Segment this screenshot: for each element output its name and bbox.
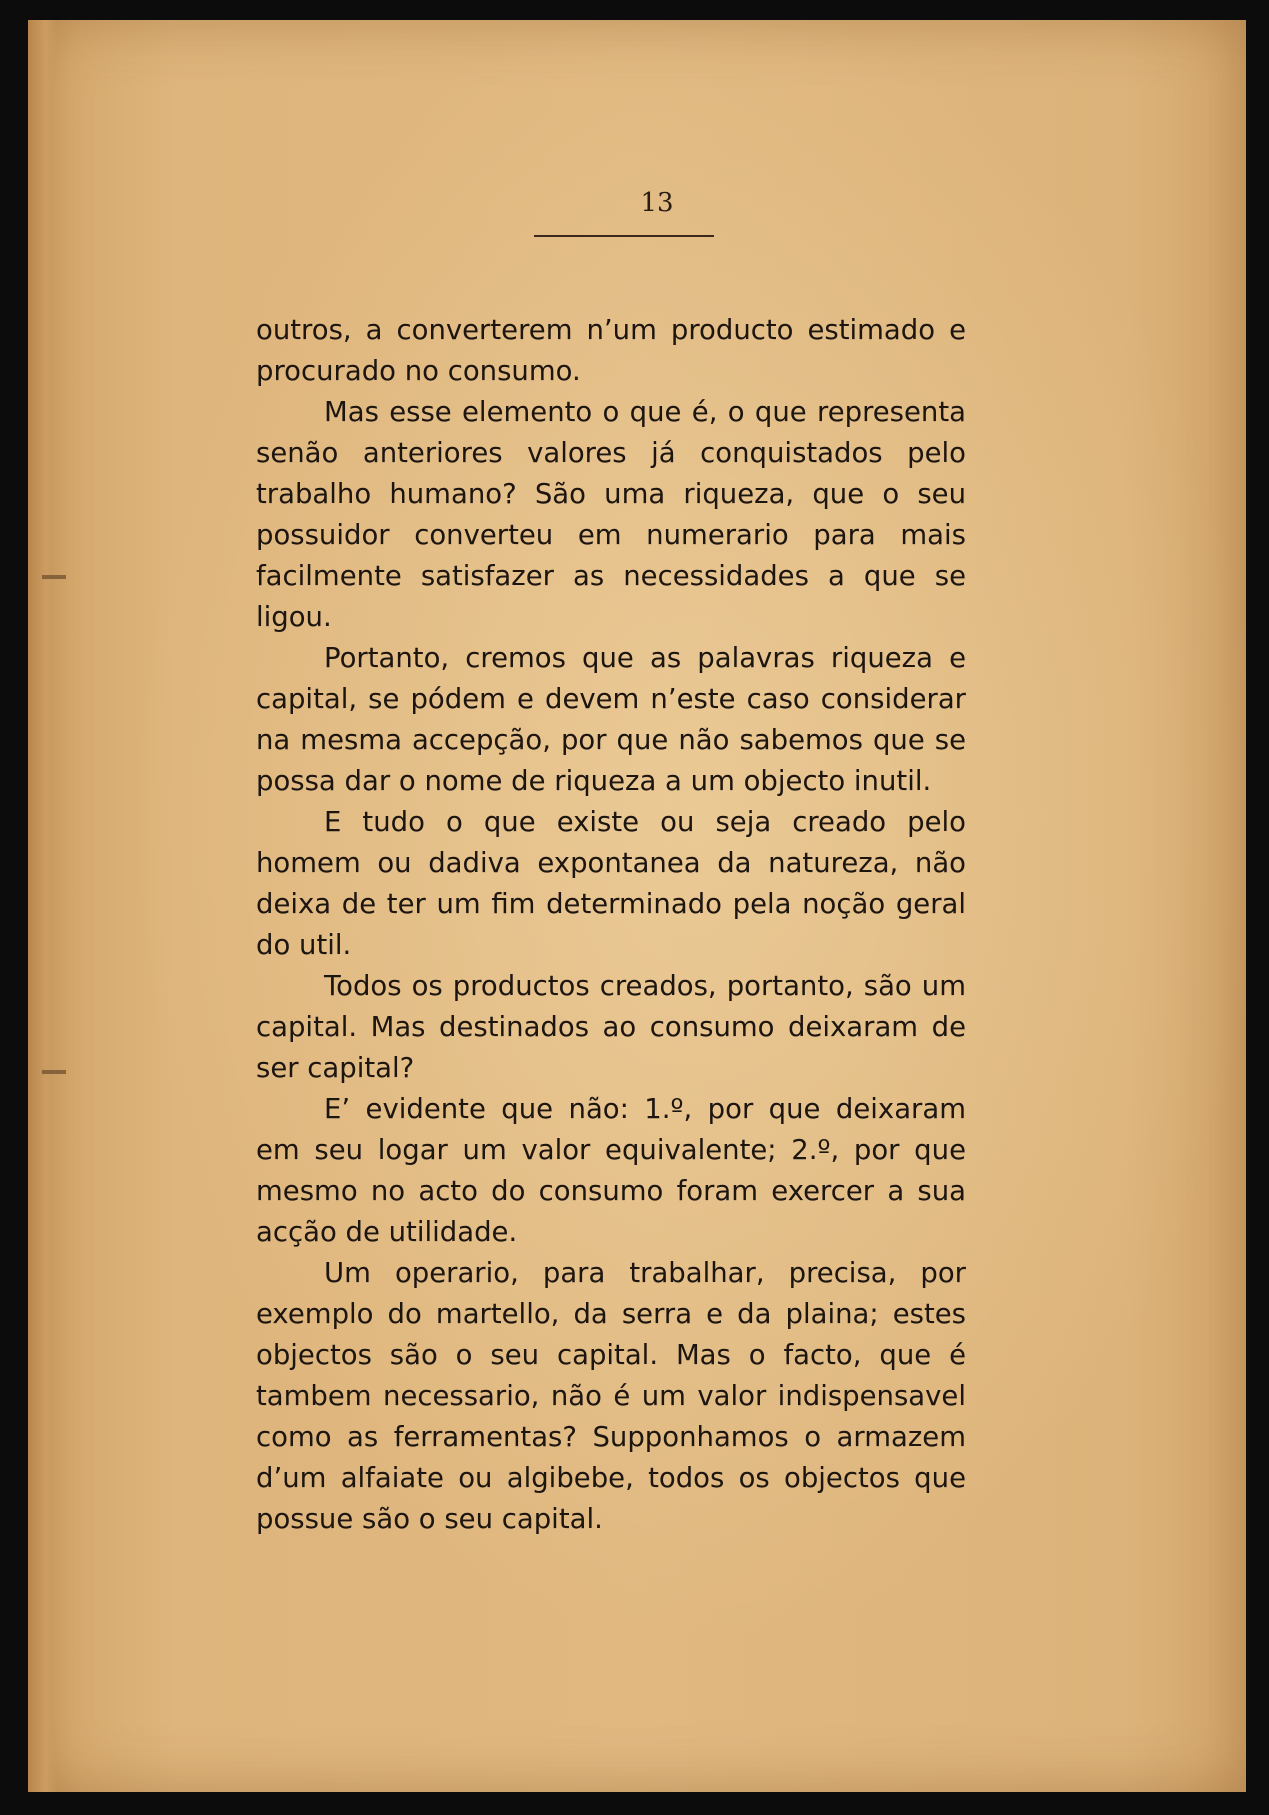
header-rule bbox=[534, 235, 714, 237]
paragraph: Um operario, para trabalhar, precisa, por exemplo do martello, da serra e da plaina; estes objectos são o seu capital. Mas o facto, que é tambem necessario, não é um valor indispensavel como as ferramentas? Supponhamos o armazem d’um alfaiate ou algibebe, todos os objectos que possue são o seu capital. bbox=[256, 1257, 966, 1535]
paragraph: outros, a converterem n’um producto estimado e procurado no consumo. bbox=[256, 314, 966, 387]
paragraph: E’ evidente que não: 1.º, por que deixaram em seu logar um valor equivalente; 2.º, por que mesmo no acto do consumo foram exercer a sua acção de utilidade. bbox=[256, 1093, 966, 1248]
book-page bbox=[28, 20, 1246, 1792]
page-number: 13 bbox=[640, 188, 674, 218]
paragraph: Mas esse elemento o que é, o que representa senão anteriores valores já conquistados pelo trabalho humano? São uma riqueza, que o seu possuidor converteu em numerario para mais facilmente satisfazer as necessidades a que se ligou. bbox=[256, 396, 966, 633]
paragraph: Todos os productos creados, portanto, são um capital. Mas destinados ao consumo deixaram de ser capital? bbox=[256, 970, 966, 1084]
page-gutter bbox=[28, 20, 58, 1792]
paragraph: E tudo o que existe ou seja creado pelo homem ou dadiva expontanea da natureza, não deixa de ter um fim determinado pela noção geral do util. bbox=[256, 806, 966, 961]
paragraph: Portanto, cremos que as palavras riqueza e capital, se pódem e devem n’este caso considerar na mesma accepção, por que não sabemos que se possa dar o nome de riqueza a um objecto inutil. bbox=[256, 642, 966, 797]
body-text bbox=[256, 310, 966, 1540]
binding-mark bbox=[42, 1070, 66, 1074]
binding-mark bbox=[42, 575, 66, 579]
